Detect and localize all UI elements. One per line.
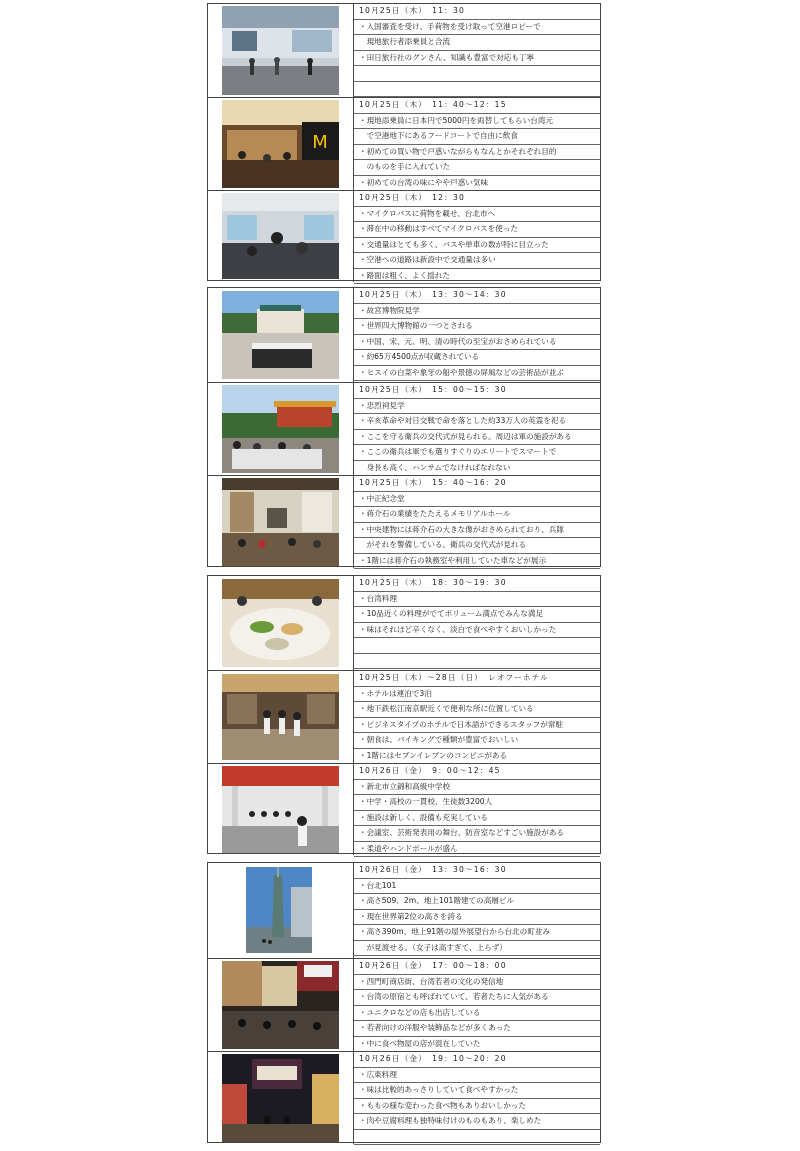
- entry-date: 10月26日（金） 19：10〜20：20: [354, 1052, 600, 1068]
- entry-line: ・初めての買い物で戸惑いながらもなんとかそれぞれ目的: [354, 145, 600, 161]
- entry-line: ・ヒスイの白菜や象牙の船や景徳の屏風などの芸術品が並ぶ: [354, 366, 600, 382]
- entry-line: ・初めての台湾の味にやや戸惑い気味: [354, 176, 600, 192]
- schedule-entry: [208, 382, 600, 475]
- entry-line: ・現在世界第2位の高さを誇る: [354, 910, 600, 926]
- schedule-entry: [208, 958, 600, 1051]
- entry-line: ・ここを守る衛兵の交代式が見られる。周辺は軍の施設がある: [354, 430, 600, 446]
- palace-museum-photo: [222, 291, 339, 379]
- entry-text: [354, 671, 600, 764]
- entry-line: ・ユニクロなどの店も出店している: [354, 1006, 600, 1022]
- entry-line: ・路面は粗く、よく揺れた: [354, 269, 600, 285]
- entry-line: 身長も高く、ハンサムでなければなれない: [354, 461, 600, 477]
- schedule-entry: [208, 190, 600, 282]
- schedule-entry: [208, 288, 600, 382]
- schedule-entry: [208, 576, 600, 670]
- schedule-entry: [208, 4, 600, 97]
- entry-line: ・空港への道路は新設中で交通量は多い: [354, 253, 600, 269]
- entry-line: ・若者向けの洋服や装飾品などが多くあった: [354, 1021, 600, 1037]
- entry-line: ・広東料理: [354, 1068, 600, 1084]
- entry-date: 10月25日（木） 18：30〜19：30: [354, 576, 600, 592]
- entry-line: ・田日旅行社のグンさん、知識も豊富で対応も丁寧: [354, 51, 600, 67]
- entry-text: [354, 959, 600, 1052]
- entry-date: 10月25日（木） 15：40〜16：20: [354, 476, 600, 492]
- schedule-section-4: [207, 862, 601, 1143]
- microbus-photo: [222, 193, 339, 279]
- entry-line: ・滞在中の移動はすべてマイクロバスを使った: [354, 222, 600, 238]
- entry-date: 10月25日（木） 11：30: [354, 4, 600, 20]
- entry-line: ・台湾の原宿とも呼ばれていて、若者たちに人気がある: [354, 990, 600, 1006]
- entry-text: [354, 383, 600, 476]
- entry-line: ・高さ390m、地上91階の屋外展望台から台北の町並み: [354, 925, 600, 941]
- entry-date: 10月25日（木） 13：30〜14：30: [354, 288, 600, 304]
- entry-line: が見渡せる。（女子は高すぎて、上らず）: [354, 941, 600, 957]
- entry-line: ・交通量はとても多く、バスや単車の数が特に目立った: [354, 238, 600, 254]
- entry-line: ・味は比較的あっさりしていて食べやすかった: [354, 1083, 600, 1099]
- entry-date: 10月26日（金） 9：00〜12：45: [354, 764, 600, 780]
- schedule-entry: [208, 97, 600, 190]
- entry-line: ・中正紀念堂: [354, 492, 600, 508]
- hotel-lobby-photo: [222, 674, 339, 760]
- entry-line: ・ホテルは連泊で3泊: [354, 687, 600, 703]
- entry-line: ・10品近くの料理がでてボリューム満点でみんな満足: [354, 607, 600, 623]
- entry-date: 10月25日（木） 12：30: [354, 191, 600, 207]
- entry-line: ・中に食べ物屋の店が混在していた: [354, 1037, 600, 1053]
- entry-text: [354, 98, 600, 191]
- schedule-section-2: [207, 287, 601, 567]
- entry-line: ・中央建物には蒋介石の大きな像がおさめられており、兵隊: [354, 523, 600, 539]
- entry-text: [354, 191, 600, 284]
- entry-line: ・ここの衛兵は軍でも選りすぐりのエリートでスマートで: [354, 445, 600, 461]
- airport-lobby-photo: [222, 6, 339, 95]
- entry-line: ・肉や豆腐料理も独特味付けのものもあり、楽しめた: [354, 1114, 600, 1130]
- entry-line: のものを手に入れていた: [354, 160, 600, 176]
- entry-date: 10月25日（木） 11：40〜12：15: [354, 98, 600, 114]
- entry-text: [354, 576, 600, 669]
- entry-line: [354, 82, 600, 98]
- martyrs-shrine-photo: [222, 385, 339, 473]
- entry-text: [354, 476, 600, 569]
- entry-text: [354, 764, 600, 857]
- entry-line: ・台北101: [354, 879, 600, 895]
- entry-line: ・台湾料理: [354, 592, 600, 608]
- entry-line: 現地旅行者添乗員と合流: [354, 35, 600, 51]
- entry-line: ・ももの様な変わった食べ物もありおいしかった: [354, 1099, 600, 1115]
- entry-date: 10月26日（金） 13：30〜16：30: [354, 863, 600, 879]
- entry-line: ・ビジネスタイプのホテルで日本語ができるスタッフが常駐: [354, 718, 600, 734]
- entry-line: [354, 66, 600, 82]
- entry-date: 10月26日（金） 17：00〜18：00: [354, 959, 600, 975]
- entry-line: ・マイクロバスに荷物を載せ、台北市へ: [354, 207, 600, 223]
- taipei-101-photo: [246, 867, 312, 953]
- entry-line: で空港地下にあるフードコートで自由に飲食: [354, 129, 600, 145]
- entry-line: ・柔道やハンドボールが盛ん: [354, 842, 600, 858]
- entry-line: ・蒋介石の業績をたたえるメモリアルホール: [354, 507, 600, 523]
- entry-line: ・会議室、芸術発表用の舞台、防音室などすごい施設がある: [354, 826, 600, 842]
- entry-line: ・現地添乗員に日本円で5000円を両替してもらい台湾元: [354, 114, 600, 130]
- schedule-entry: [208, 1051, 600, 1144]
- entry-line: ・故宮博物院見学: [354, 304, 600, 320]
- schedule-section-3: [207, 575, 601, 854]
- entry-line: ・味はそれほど辛くなく、淡白で食べやすくおいしかった: [354, 623, 600, 639]
- entry-line: ・西門町商店街、台湾若者の文化の発信地: [354, 975, 600, 991]
- entry-line: ・新北市立錦和高級中学校: [354, 780, 600, 796]
- entry-line: ・中学・高校の一貫校、生徒数3200人: [354, 795, 600, 811]
- schedule-entry: [208, 670, 600, 763]
- entry-line: ・地下鉄松江南京駅近くで便利な所に位置している: [354, 702, 600, 718]
- entry-line: ・辛亥革命や対日交戦で命を落とした約33万人の英霊を祀る: [354, 414, 600, 430]
- entry-line: ・高さ509．2m、地上101階建ての高層ビル: [354, 894, 600, 910]
- entry-line: ・世界四大博物館の一つとされる: [354, 319, 600, 335]
- svg-text:M: M: [312, 132, 328, 153]
- schedule-entry: [208, 863, 600, 958]
- entry-text: [354, 288, 600, 381]
- entry-line: ・中国、宋、元、明、清の時代の至宝がおさめられている: [354, 335, 600, 351]
- cantonese-restaurant-photo: [222, 1054, 339, 1142]
- schedule-entry: [208, 475, 600, 568]
- memorial-hall-photo: [222, 478, 339, 566]
- entry-date: 10月25日（木） 15：00〜15：30: [354, 383, 600, 399]
- entry-line: [354, 1130, 600, 1146]
- school-visit-photo: [222, 766, 339, 853]
- entry-line: [354, 654, 600, 670]
- taiwanese-dinner-photo: [222, 579, 339, 667]
- schedule-entry: [208, 763, 600, 855]
- ximending-street-photo: [222, 961, 339, 1049]
- entry-date: 10月25日（木）〜28日（日） レオフーホテル: [354, 671, 600, 687]
- entry-line: ・忠烈祠見学: [354, 399, 600, 415]
- entry-line: ・朝食は、バイキングで種類が豊富でおいしい: [354, 733, 600, 749]
- entry-text: [354, 1052, 600, 1145]
- entry-line: [354, 638, 600, 654]
- entry-line: がそれを警備している。衛兵の交代式が見れる: [354, 538, 600, 554]
- food-court-photo: [222, 100, 339, 188]
- entry-line: ・1階には蒋介石の執務室や利用していた車などが展示: [354, 554, 600, 570]
- schedule-section-1: [207, 3, 601, 281]
- entry-line: ・約65万4500点が収蔵されている: [354, 350, 600, 366]
- entry-line: ・施設は新しく、設備も充実している: [354, 811, 600, 827]
- entry-line: ・1階にはセブンイレブンのコンビニがある: [354, 749, 600, 765]
- entry-line: ・入国審査を受け、手荷物を受け取って空港ロビーで: [354, 20, 600, 36]
- entry-text: [354, 863, 600, 956]
- entry-text: [354, 4, 600, 97]
